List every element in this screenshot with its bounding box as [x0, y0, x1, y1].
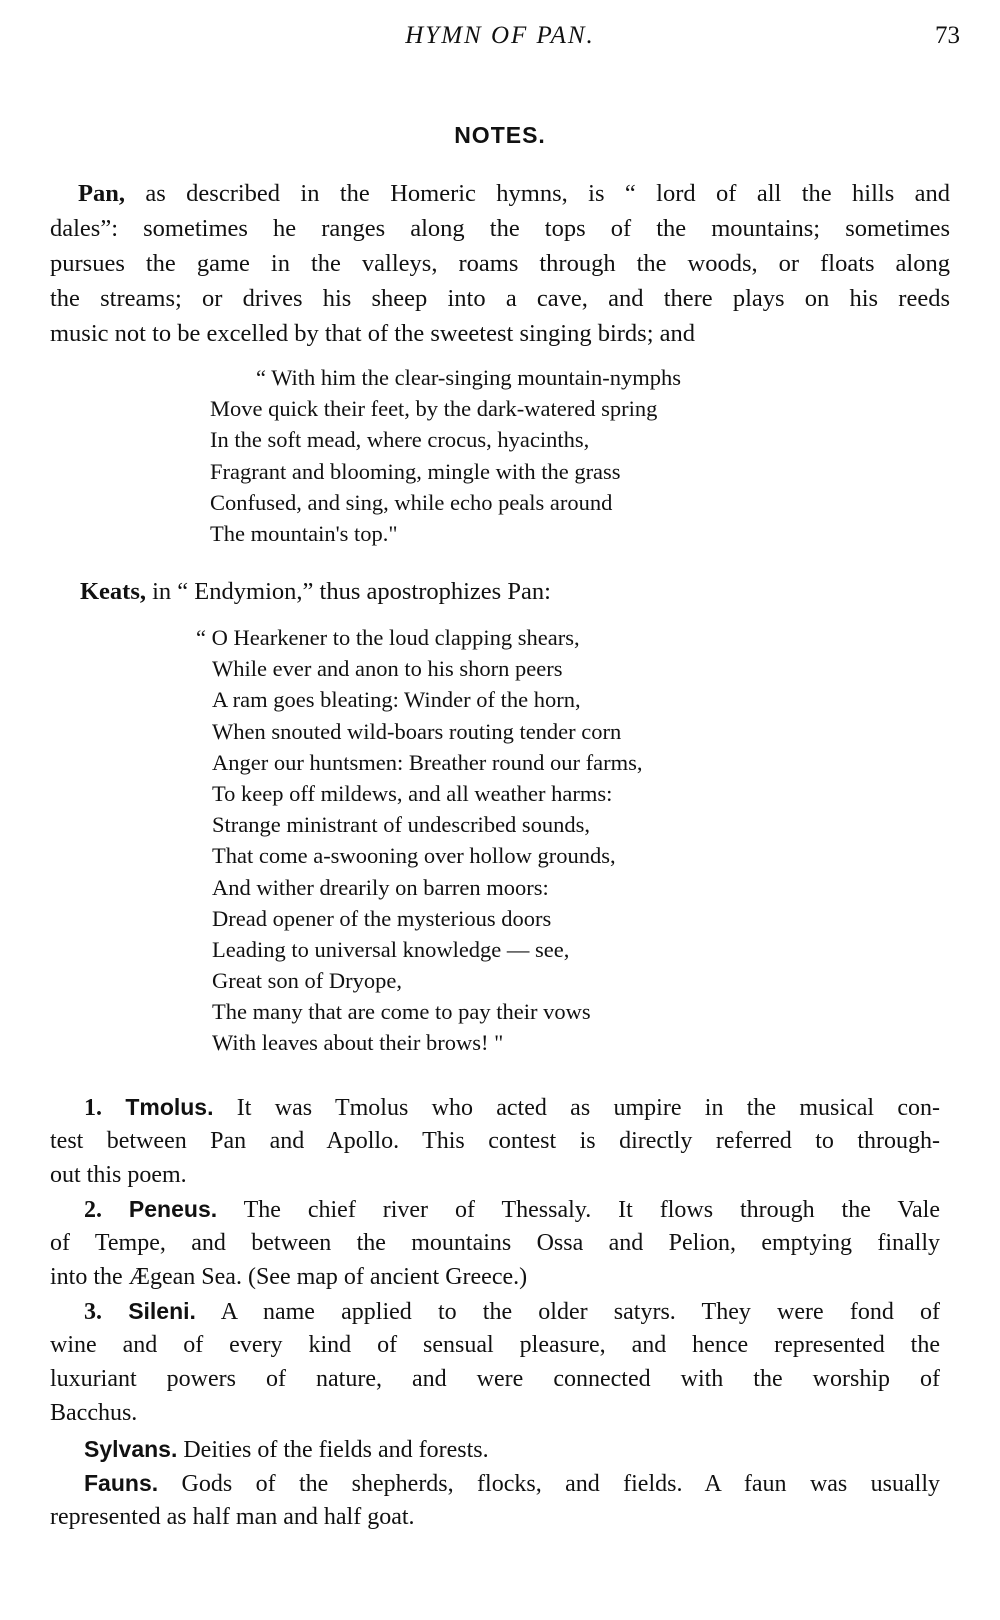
note-fauns [50, 1466, 940, 1534]
verse-line: While ever and anon to his shorn peers [212, 656, 563, 682]
notes-heading: NOTES. [454, 122, 546, 148]
note-tmolus [50, 1090, 940, 1192]
note-line: into the Ægean Sea. (See map of ancient Greece.) [50, 1264, 528, 1290]
note-line: 1. Tmolus. It was Tmolus who acted as umpire in the musical con- [84, 1094, 940, 1121]
note-number: 1. [84, 1095, 102, 1121]
note-term: Peneus. [128, 1196, 218, 1222]
intro-lead: Pan, [78, 180, 125, 207]
verse-line: Fragrant and blooming, mingle with the grass [210, 458, 621, 484]
intro-line: dales”: sometimes he ranges along the tops of the mountains; sometimes [50, 215, 950, 242]
note-sileni [50, 1294, 940, 1430]
verse-line: “ O Hearkener to the loud clapping shears, [196, 625, 580, 650]
note-term: Tmolus. [125, 1094, 214, 1120]
verse-line: “ With him the clear-singing mountain-nymphs [256, 365, 682, 390]
note-term: Fauns. [84, 1470, 159, 1496]
verse-line: Strange ministrant of undescribed sounds, [212, 812, 591, 838]
note-term: Sileni. [128, 1298, 196, 1324]
page-number: 73 [935, 22, 960, 49]
verse-line: The mountain's top." [210, 520, 398, 546]
verse-line: To keep off mildews, and all weather harms: [212, 780, 613, 806]
note-term: Sylvans. [84, 1436, 178, 1462]
keats-lead: Keats, [80, 578, 146, 605]
intro-line: music not to be excelled by that of the sweetest singing birds; and [50, 320, 696, 347]
verse-line: In the soft mead, where crocus, hyacinths, [210, 427, 590, 453]
keats-intro: Keats, in “ Endymion,” thus apostrophizes Pan: [80, 578, 551, 605]
note-line: of Tempe, and between the mountains Ossa and Pelion, emptying finally [50, 1230, 940, 1256]
note-line: out this poem. [50, 1162, 187, 1188]
verse-line: Leading to universal knowledge — see, [212, 936, 570, 962]
intro-line: the streams; or drives his sheep into a cave, and there plays on his reeds [50, 285, 950, 312]
intro-line: Pan, as described in the Homeric hymns, is “ lord of all the hills and [78, 180, 950, 207]
note-line: wine and of every kind of sensual pleasure, and hence represented the [50, 1332, 940, 1358]
note-number: 2. [84, 1197, 102, 1223]
verse-line: Great son of Dryope, [212, 968, 402, 994]
note-sylvans [50, 1432, 940, 1466]
intro-line: pursues the game in the valleys, roams through the woods, or floats along [50, 250, 950, 277]
verse-line: The many that are come to pay their vows [212, 999, 591, 1025]
verse-line: Confused, and sing, while echo peals around [210, 489, 613, 515]
running-title: HYMN OF PAN. [405, 22, 595, 49]
verse-line: And wither drearily on barren moors: [212, 874, 549, 900]
running-head [0, 22, 1000, 56]
homeric-quote [210, 362, 681, 549]
note-peneus [50, 1192, 940, 1294]
verse-line: A ram goes bleating: Winder of the horn, [212, 687, 581, 713]
note-number: 3. [84, 1299, 102, 1325]
note-line: Fauns. Gods of the shepherds, flocks, and fields. A faun was usually [84, 1470, 940, 1497]
note-line: 2. Peneus. The chief river of Thessaly. It flows through the Vale [84, 1196, 940, 1223]
verse-line: Move quick their feet, by the dark-watered spring [210, 396, 658, 422]
note-line: 3. Sileni. A name applied to the older satyrs. They were fond of [84, 1298, 940, 1325]
verse-line: Anger our huntsmen: Breather round our farms, [212, 749, 643, 775]
note-line: represented as half man and half goat. [50, 1504, 415, 1530]
verse-line: When snouted wild-boars routing tender corn [212, 718, 622, 744]
note-line: test between Pan and Apollo. This contest is directly referred to through- [50, 1128, 940, 1154]
verse-line: That come a-swooning over hollow grounds, [212, 843, 616, 869]
verse-line: Dread opener of the mysterious doors [212, 905, 552, 931]
note-line: Bacchus. [50, 1400, 138, 1426]
note-line: luxuriant powers of nature, and were connected with the worship of [50, 1366, 940, 1392]
note-line: Sylvans. Deities of the fields and forests. [84, 1436, 489, 1463]
verse-line: With leaves about their brows! " [212, 1030, 504, 1056]
intro-paragraph [50, 176, 950, 351]
keats-quote [196, 622, 643, 1059]
